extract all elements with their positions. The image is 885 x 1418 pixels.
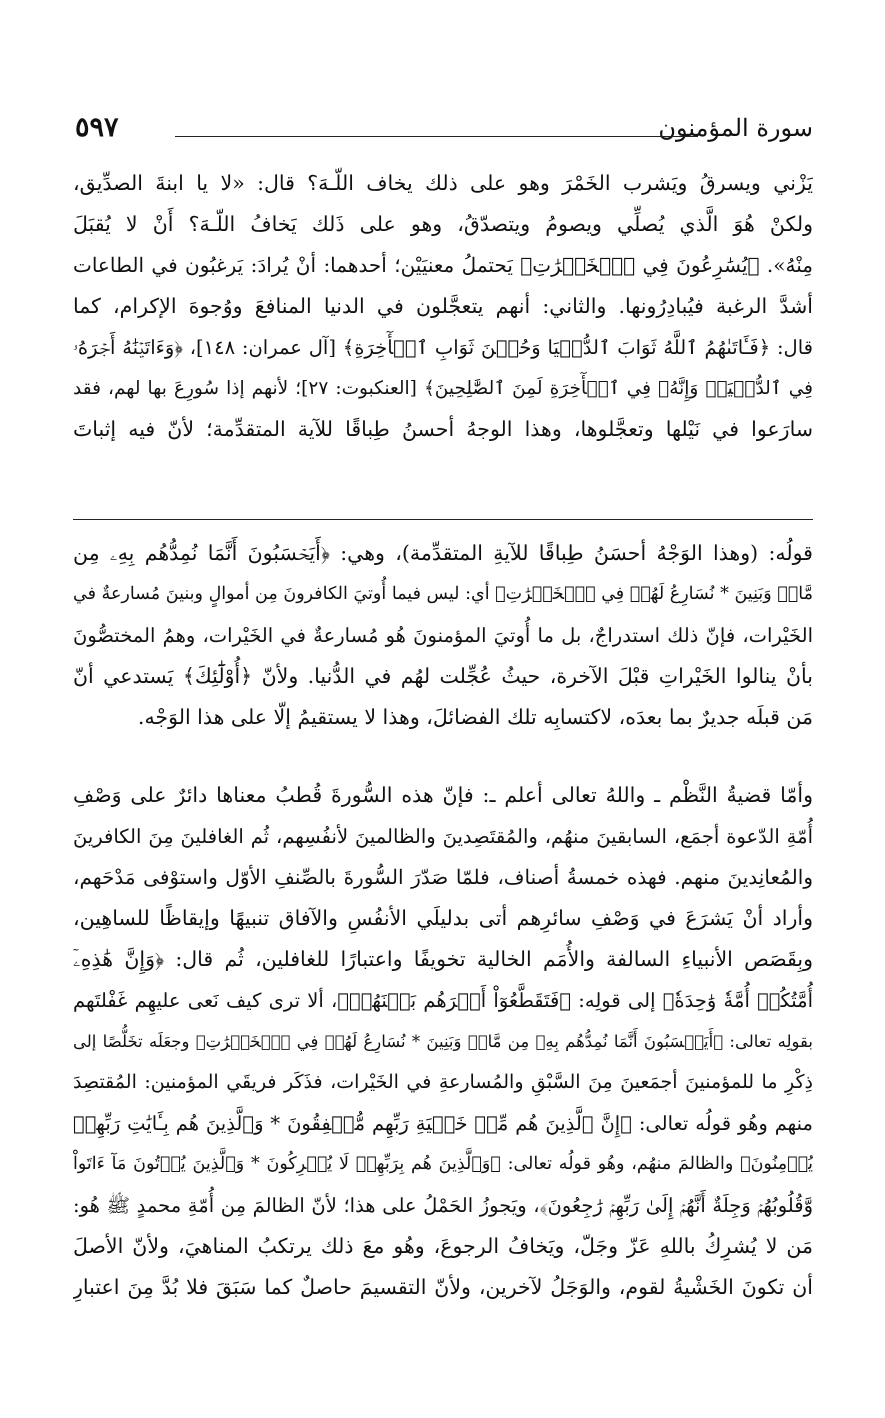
text-line: مِنْهُ». ﴿يُسَٰرِعُونَ فِي ٱلۡخَيۡرَٰتِ﴾ يَحتملُ معنيَيْن؛ أحدهما: أنْ يُرادَ: يَرغبُون في الطاعات [73, 253, 813, 277]
header-rule [175, 136, 698, 137]
text-line: قال: ﴿فَـَٔاتَىٰهُمُ ٱللَّهُ ثَوَابَ ٱلدُّنۡيَا وَحُسۡنَ ثَوَابِ ٱلۡأٓخِرَةِ﴾ [آل عمران: ١٤٨]، ﴿وَءَاتَيۡنَٰهُ أَجۡرَهُۥ [73, 336, 813, 359]
page-number: ٥٩٧ [75, 112, 119, 143]
text-line: مَّالٖ وَبَنِينَ * نُسَارِعُ لَهُمۡ فِي ٱلۡخَيۡرَٰتِ﴾ أي: ليس فيما أُوتيَ الكافرونَ مِن أموالٍ وبنينَ مُسارعةٌ في [73, 584, 813, 604]
text-line: ولكنْ هُوَ الَّذي يُصلِّي ويصومُ ويتصدّقُ، وهو على ذَلك يَخافُ اللّـهَ؟ أَنْ لا يُقبَلَ [73, 212, 813, 236]
main-text [73, 163, 813, 450]
text-line: أن تكونَ الخَشْيةُ لقوم، والوَجَلُ لآخرين، ولأنّ التقسيمَ حاصلٌ كما سَبَقَ فلا بُدَّ مِنَ اعتبارِ [73, 1275, 813, 1299]
page-header [75, 112, 813, 152]
text-line: وأمّا قضيةُ النَّظْم ـ واللهُ تعالى أعلم ـ: فإنّ هذه السُّورةَ قُطبُ معناها دائرٌ على وَصْفِ [73, 783, 813, 807]
text-line: أُمّةِ الدّعوة أجمَع، السابقينَ منهُم، والمُقتَصِدينَ والظالمينَ لأنفُسِهم، ثُم الغافلينَ مِنَ الكافرينَ [73, 825, 813, 848]
commentary-paragraph-2 [73, 775, 813, 1308]
text-line: أُمَّتُكُمۡ أُمَّةٗ وَٰحِدَةٗ﴾ إلى قولِه: ﴿فَتَقَطَّعُوٓاْ أَمۡرَهُم بَيۡنَهُمۡ﴾، ألا ترى كيف نَعى عليهِم غَفْلتَهم [73, 989, 813, 1012]
text-line: بأنْ ينالوا الخَيْراتِ قبْلَ الآخرة، حيثُ عُجِّلت لهُم في الدُّنيا. ولأنّ ﴿أُوْلَٰٓئِكَ﴾ يَستدعي أنّ [73, 664, 813, 688]
surah-title: سورة المؤمنون [658, 114, 813, 142]
text-line: مَن لا يُشرِكُ باللهِ عَزّ وجَلّ، ويَخافُ الرجوعَ، وهُو معَ ذلك يرتكبُ المناهيَ، ولأنّ الأصلَ [73, 1234, 813, 1258]
text-line: سارَعوا في نَيْلها وتعجَّلوها، وهذا الوجهُ أحسنُ طِباقًا للآية المتقدِّمة؛ لأنّ فيه إثباتَ [73, 417, 813, 441]
footnote-separator [73, 519, 813, 520]
text-line: أشدَّ الرغبة فيُبادِرُونها. والثاني: أنهم يتعجَّلون في الدنيا المنافعَ ووُجوهَ الإكرام، كما [73, 294, 813, 318]
text-line: الخَيْرات، فإنّ ذلك استدراجٌ، بل ما أُوتيَ المؤمنونَ هُو مُسارعةٌ في الخَيْرات، وهمُ المختصُّونَ [73, 624, 813, 647]
text-line: وأراد أنْ يَشرَعَ في وَصْفِ سائرِهم أتى بدليلَي الأنفُسِ والآفاق تنبيهًا وإيقاظًا للساهِين، [73, 906, 813, 930]
text-line: يَزْني ويسرقُ ويَشرب الخَمْرَ وهو على ذلك يخاف اللّـهَ؟ قال: «لا يا ابنةَ الصدِّيق، [73, 171, 813, 195]
text-line: فِي ٱلدُّنۡيَاۖ وَإِنَّهُۥ فِي ٱلۡأٓخِرَةِ لَمِنَ ٱلصَّٰلِحِينَ﴾ [العنكبوت: ٢٧]؛ لأنهم إذا سُورِعَ بها لهم، فقد [73, 378, 813, 399]
text-line: بقولِه تعالى: ﴿أَيَحۡسَبُونَ أَنَّمَا نُمِدُّهُم بِهِۦ مِن مَّالٖ وَبَنِينَ * نُسَارِعُ لَهُمۡ فِي ٱلۡخَيۡرَٰتِ﴾ وجعَلَه تخَلُّصًا إلى [73, 1032, 813, 1051]
text-line: قولُه: (وهذا الوَجْهُ أحسَنُ طِباقًا للآيةِ المتقدِّمة)، وهي: ﴿أَيَحۡسَبُونَ أَنَّمَا نُمِدُّهُم بِهِۦ مِن [73, 541, 813, 565]
text-line: وبِقَصَص الأنبياءِ السالفة والأُمَم الخالية تخويفًا واعتبارًا للغافلين، ثُم قال: ﴿وَإِنَّ هَٰذِهِۦٓ [73, 947, 813, 971]
text-line: والمُعانِدينَ منهم. فهذه خمسةُ أصناف، فلمّا صَدّرَ السُّورةَ بالصِّنفِ الأوّل واستوْفى مَدْحَهم، [73, 865, 813, 889]
text-line: منهم وهُو قولُه تعالى: ﴿إِنَّ ٱلَّذِينَ هُم مِّنۡ خَشۡيَةِ رَبِّهِم مُّشۡفِقُونَ * وَٱلَّذِينَ هُم بِـَٔايَٰتِ رَبِّهِمۡ [73, 1112, 813, 1135]
text-line: مَن قبلَه جديرٌ بما بعدَه، لاكتسابِه تلك الفضائلَ، وهذا لا يستقيمُ إلّا على هذا الوَجْه. [137, 705, 813, 729]
text-line: ذِكْرِ ما للمؤمنينَ أجمَعينَ مِنَ السَّبْقِ والمُسارعةِ في الخَيْرات، فذَكَر فريقَي المؤمنين: المُقتصِدَ [73, 1071, 813, 1093]
text-line: وَّقُلُوبُهُمۡ وَجِلَةٌ أَنَّهُمۡ إِلَىٰ رَبِّهِمۡ رَٰجِعُونَ﴾، ويَجوزُ الحَمْلُ على هذا؛ لأنّ الظالمَ مِن أُمّةِ محمدٍ ﷺ هُو: [73, 1194, 813, 1217]
text-line: يُؤۡمِنُونَ﴾ والظالمَ منهُم، وهُو قولُه تعالى: ﴿وَٱلَّذِينَ هُم بِرَبِّهِمۡ لَا يُشۡرِكُونَ * وَٱلَّذِينَ يُؤۡتُونَ مَآ ءَاتَواْ [73, 1154, 813, 1174]
commentary-paragraph-1 [73, 533, 813, 738]
